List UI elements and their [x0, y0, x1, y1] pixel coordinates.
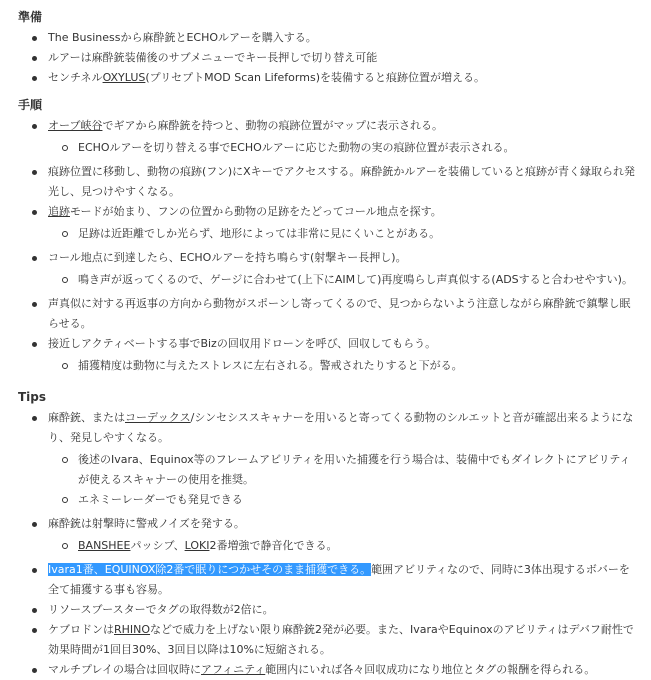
link-rhino[interactable]: RHINO	[114, 623, 151, 636]
item-text: The Businessから麻酔銃とECHOルアーを購入する。	[48, 31, 317, 44]
item-text: 麻酔銃、または	[48, 411, 125, 424]
tips-list	[18, 408, 638, 680]
item-text: エネミーレーダーでも発見できる	[78, 493, 243, 506]
list-item	[18, 560, 638, 600]
link-loki[interactable]: LOKI	[184, 539, 210, 552]
item-text: センチネル	[48, 71, 103, 84]
list-item	[18, 514, 638, 556]
item-text: 痕跡位置に移動し、動物の痕跡(フン)にXキーでアクセスする。麻酔銃かルアーを装備していると痕跡が青く縁取られ発光し、見つけやすくなる。	[48, 165, 636, 198]
item-text: 捕獲精度は動物に与えたストレスに左右される。警戒されたりすると下がる。	[78, 359, 463, 372]
sub-list	[48, 536, 638, 556]
sub-list-item	[48, 138, 638, 158]
list-item	[18, 116, 638, 158]
item-text: でギアから麻酔銃を持つと、動物の痕跡位置がマップに表示される。	[102, 119, 444, 132]
list-item	[18, 408, 638, 510]
item-text: 範囲内にいれば各々回収成功になり地位とタグの報酬を得られる。	[265, 663, 596, 676]
sub-list-item	[48, 224, 638, 244]
list-item	[18, 162, 638, 202]
link-orb-vallis[interactable]: オーブ峡谷	[48, 119, 103, 132]
list-item	[18, 248, 638, 290]
item-text: などで威力を上げない限り麻酔銃2発が必要。また、IvaraやEquinoxのアビリティはデバフ耐性で効果時間が1回目30%、3回目以降は10%に短縮される。	[48, 623, 634, 656]
selected-text[interactable]: Ivara1番、EQUINOX除2番で眠りにつかせそのまま捕獲できる。	[48, 563, 372, 576]
item-text: マルチプレイの場合は回収時に	[48, 663, 202, 676]
steps-list	[18, 116, 638, 376]
item-text: (プリセプトMOD Scan Lifeforms)を装備すると痕跡位置が増える。	[145, 71, 485, 84]
item-text: 後述のIvara、Equinox等のフレームアビリティを用いた捕獲を行う場合は、装備中でもダイレクトにアビリティが使えるスキャナーの使用を推奨。	[78, 453, 631, 486]
sub-list-item	[48, 450, 638, 490]
item-text: モードが始まり、フンの位置から動物の足跡をたどってコール地点を探す。	[70, 205, 442, 218]
list-item	[18, 202, 638, 244]
item-text: 範囲アビリティなので、同時に3体出現するボバーを全て捕獲する事も容易。	[48, 563, 630, 596]
item-text: リソースブースターでタグの取得数が2倍に。	[48, 603, 274, 616]
article-body	[18, 6, 638, 680]
sub-list-item	[48, 356, 638, 376]
prep-list	[18, 28, 638, 88]
list-item	[18, 68, 638, 88]
sub-list-item	[48, 536, 638, 556]
sub-list	[48, 224, 638, 244]
item-text: パッシブ、	[130, 539, 185, 552]
item-text: 声真似に対する再返事の方向から動物がスポーンし寄ってくるので、見つからないよう注意しながら麻酔銃で鎮撃し眠らせる。	[48, 297, 631, 330]
list-item	[18, 660, 638, 680]
section-heading-prep: 準備	[18, 10, 43, 24]
item-text: ECHOルアーを切り替える事でECHOルアーに応じた動物の実の痕跡位置が表示される。	[78, 141, 515, 154]
item-text: /シンセシススキャナーを用いると寄ってくる動物のシルエットと音が確認出来るようになり、発見しやすくなる。	[48, 411, 634, 444]
list-item	[18, 334, 638, 376]
list-item	[18, 294, 638, 334]
sub-list	[48, 270, 638, 290]
item-text: 接近しアクティベートする事でBizの回収用ドローンを呼び、回収してもらう。	[48, 337, 437, 350]
item-text: 2番増強で静音化できる。	[209, 539, 338, 552]
sub-list-item	[48, 490, 638, 510]
list-item	[18, 620, 638, 660]
sub-list-item	[48, 270, 638, 290]
item-text: 足跡は近距離でしか光らず、地形によっては非常に見にくいことがある。	[78, 227, 441, 240]
item-text: ケブロドンは	[48, 623, 114, 636]
link-banshee[interactable]: BANSHEE	[78, 539, 131, 552]
list-item	[18, 48, 638, 68]
list-item	[18, 28, 638, 48]
sub-list	[48, 138, 638, 158]
sub-list	[48, 356, 638, 376]
section-heading-tips: Tips	[18, 390, 47, 404]
list-item	[18, 600, 638, 620]
item-text: 麻酔銃は射撃時に警戒ノイズを発する。	[48, 517, 245, 530]
link-codex[interactable]: コーデックス	[125, 411, 191, 424]
item-text: ルアーは麻酔銃装備後のサブメニューでキー長押しで切り替え可能	[48, 51, 378, 64]
sub-list	[48, 450, 638, 510]
link-affinity[interactable]: アフィニティ	[201, 663, 266, 676]
link-oxylus[interactable]: OXYLUS	[102, 71, 146, 84]
link-tracking[interactable]: 追跡	[48, 205, 70, 218]
item-text: 鳴き声が返ってくるので、ゲージに合わせて(上下にAIMして)再度鳴らし声真似する(ADSすると合わせやすい)。	[78, 273, 633, 286]
item-text: コール地点に到達したら、ECHOルアーを持ち鳴らす(射撃キー長押し)。	[48, 251, 407, 264]
section-heading-steps: 手順	[18, 98, 43, 112]
